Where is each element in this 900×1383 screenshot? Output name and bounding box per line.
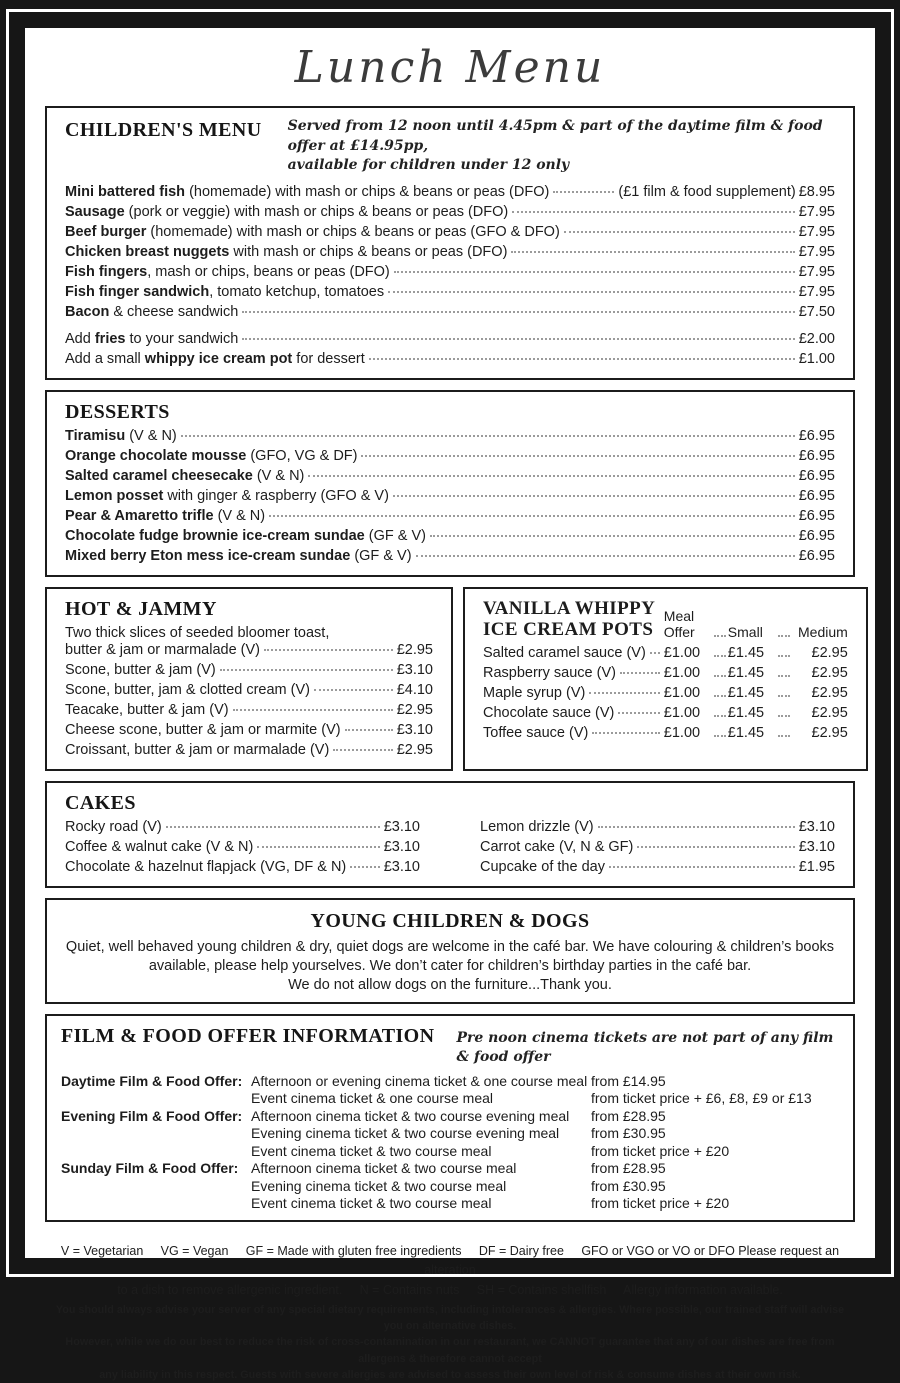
menu-item-teacake: Teacake, butter & jam (V) £2.95 [65, 701, 433, 718]
offer-description: Afternoon cinema ticket & two course evening meal [251, 1107, 570, 1124]
item-price: £3.10 [798, 838, 835, 855]
dot-leader [233, 709, 393, 711]
menu-item-beef-burger [65, 224, 835, 240]
price-meal-offer: £1.00 [663, 705, 701, 722]
menu-item-rocky-road: Rocky road (V) £3.10 [65, 818, 420, 835]
dot-leader [589, 692, 659, 694]
section-desserts [45, 390, 855, 577]
item-price: £6.95 [798, 427, 835, 444]
price-small: £1.45 [727, 685, 765, 702]
menu-item-bloomer-toast [65, 625, 433, 658]
item-price: £1.95 [798, 858, 835, 875]
whippy-column-headers [664, 598, 848, 641]
menu-item-coffee-walnut: Coffee & walnut cake (V & N) £3.10 [65, 838, 420, 855]
menu-item-lemon-posset [65, 488, 835, 504]
item-price: £3.10 [798, 818, 835, 835]
menu-item-salted-caramel-pot: Salted caramel sauce (V) £1.00 £1.45 £2.95 [483, 645, 848, 662]
policy-line-2: available, please help yourselves. We don’t cater for children’s birthday parties in the café bar. [148, 957, 752, 974]
menu-item-pear-amaretto-trifle [65, 508, 835, 524]
offer-price: from ticket price + £6, £8, £9 or £13 [591, 1090, 812, 1107]
column-small: Small [727, 624, 763, 641]
item-text: Salted caramel cheesecake (V & N) [65, 467, 305, 484]
item-price: £7.50 [798, 303, 835, 320]
item-text: Mixed berry Eton mess ice-cream sundae (GF & V) [65, 547, 412, 564]
item-text: Fish fingers, mash or chips, beans or peas (DFO) [65, 263, 390, 280]
offer-row [61, 1090, 839, 1108]
item-text: Orange chocolate mousse (GFO, VG & DF) [65, 447, 358, 464]
dot-leader [714, 655, 726, 657]
offer-description: Evening cinema ticket & two course evening meal [251, 1125, 560, 1142]
offer-price: from ticket price + £20 [591, 1195, 730, 1212]
dot-leader [416, 555, 795, 557]
dot-leader [333, 749, 392, 751]
item-text: Sausage (pork or veggie) with mash or chips & beans or peas (DFO) [65, 203, 509, 220]
menu-item-add-whippy-pot [65, 351, 835, 367]
offer-price: from £14.95 [591, 1072, 666, 1089]
menu-item-fish-fingers [65, 264, 835, 280]
item-text: Chicken breast nuggets with mash or chips & beans or peas (DFO) [65, 243, 508, 260]
menu-item-chocolate-fudge-sundae [65, 528, 835, 544]
item-price: £1.00 [798, 350, 835, 367]
offer-price: from £30.95 [591, 1125, 666, 1142]
hot-jammy-title: HOT & JAMMY [65, 597, 217, 620]
offer-label [61, 1178, 251, 1196]
dot-leader [778, 675, 790, 677]
dot-leader [553, 191, 614, 193]
dot-leader [714, 695, 726, 697]
price-medium: £2.95 [811, 645, 848, 662]
dot-leader [264, 649, 393, 651]
item-price: £2.95 [396, 701, 433, 718]
offer-description: Event cinema ticket & two course meal [251, 1195, 492, 1212]
price-small: £1.45 [727, 725, 765, 742]
dot-leader [637, 846, 794, 848]
price-medium: £2.95 [811, 705, 848, 722]
dot-leader [242, 338, 794, 340]
offer-price: from £28.95 [591, 1107, 666, 1124]
offer-label [61, 1090, 251, 1108]
price-medium: £2.95 [811, 685, 848, 702]
dot-leader [511, 251, 794, 253]
spacer [65, 324, 835, 331]
item-text: Add a small whippy ice cream pot for dessert [65, 350, 365, 367]
dot-leader [314, 689, 393, 691]
dot-leader [620, 672, 660, 674]
dot-leader [269, 515, 795, 517]
dot-leader [369, 358, 795, 360]
dot-leader [778, 655, 790, 657]
menu-item-croissant: Croissant, butter & jam or marmalade (V) £2.95 [65, 741, 433, 758]
item-text-line-1: Two thick slices of seeded bloomer toast, [65, 624, 330, 641]
dot-leader [220, 669, 393, 671]
menu-item-chocolate-pot: Chocolate sauce (V) £1.00 £1.45 £2.95 [483, 705, 848, 722]
item-text: Tiramisu (V & N) [65, 427, 177, 444]
allergen-smallprint-line-1: You should always advise your server of any special dietary requirements, including intolerances & allergies. Where possible, our trained staff will advise you on alternative dishes. [55, 1304, 845, 1333]
item-note: (£1 film & food supplement) [618, 183, 796, 200]
menu-page [25, 28, 875, 1381]
dot-leader [361, 455, 794, 457]
column-meal-offer: Meal Offer [663, 608, 695, 641]
item-price: £7.95 [798, 243, 835, 260]
menu-item-lemon-drizzle: Lemon drizzle (V) £3.10 [480, 818, 835, 835]
item-price: £7.95 [798, 223, 835, 240]
childrens-menu-subtitle [288, 117, 835, 176]
item-price: £6.95 [798, 507, 835, 524]
item-text: Fish finger sandwich, tomato ketchup, tomatoes [65, 283, 385, 300]
dot-leader [598, 826, 795, 828]
dot-leader [714, 635, 726, 637]
item-text-line-2: butter & jam or marmalade (V) £2.95 [65, 641, 433, 658]
price-meal-offer: £1.00 [663, 665, 701, 682]
menu-item-eton-mess-sundae [65, 548, 835, 564]
cakes-title: CAKES [65, 791, 136, 814]
offer-price: from £28.95 [591, 1160, 666, 1177]
item-price: £2.95 [396, 741, 433, 758]
item-price: £6.95 [798, 467, 835, 484]
item-text: Mini battered fish (homemade) with mash or chips & beans or peas (DFO) [65, 183, 550, 200]
item-price: £7.95 [798, 263, 835, 280]
dot-leader [308, 475, 794, 477]
two-column-row [45, 587, 855, 771]
desserts-title: DESSERTS [65, 400, 170, 423]
dot-leader [592, 732, 659, 734]
policy-line-1: Quiet, well behaved young children & dry, quiet dogs are welcome in the café bar. We have colouring & children’s books [65, 938, 835, 955]
item-text: Beef burger (homemade) with mash or chips & beans or peas (GFO & DFO) [65, 223, 560, 240]
subtitle-line-2: available for children under 12 only [287, 157, 570, 174]
item-price: £2.95 [396, 641, 433, 658]
item-price: £3.10 [396, 721, 433, 738]
item-price: £3.10 [383, 858, 420, 875]
price-meal-offer: £1.00 [663, 645, 701, 662]
offer-label [61, 1125, 251, 1143]
page-title: Lunch Menu [294, 41, 606, 93]
offer-label: Daytime Film & Food Offer: [61, 1072, 243, 1089]
menu-item-raspberry-pot: Raspberry sauce (V) £1.00 £1.45 £2.95 [483, 665, 848, 682]
dot-leader [512, 211, 794, 213]
allergen-legend-line-1: V = Vegetarian VG = Vegan GF = Made with gluten free ingredients DF = Dairy free GFO or VGO or VO or DFO Please request an alteration [60, 1243, 843, 1278]
menu-item-cheese-scone: Cheese scone, butter & jam or marmite (V) £3.10 [65, 721, 433, 738]
offer-label: Sunday Film & Food Offer: [61, 1160, 239, 1177]
offer-price: from ticket price + £20 [591, 1142, 730, 1159]
menu-item-add-fries [65, 331, 835, 347]
dot-leader [257, 846, 379, 848]
young-children-title: YOUNG CHILDREN & DOGS [310, 909, 590, 932]
menu-item-cupcake: Cupcake of the day £1.95 [480, 858, 835, 875]
childrens-menu-title: CHILDREN'S MENU [65, 119, 262, 141]
dot-leader [618, 712, 659, 714]
offer-price: from £30.95 [591, 1177, 666, 1194]
price-meal-offer: £1.00 [663, 685, 701, 702]
item-price: £7.95 [798, 203, 835, 220]
menu-item-sausage [65, 204, 835, 220]
menu-item-toffee-pot: Toffee sauce (V) £1.00 £1.45 £2.95 [483, 725, 848, 742]
item-price: £6.95 [798, 527, 835, 544]
dot-leader [778, 735, 790, 737]
item-price: £6.95 [798, 487, 835, 504]
offer-description: Event cinema ticket & two course meal [251, 1142, 492, 1159]
item-text: Lemon posset with ginger & raspberry (GFO & V) [65, 487, 389, 504]
item-price: £4.10 [396, 681, 433, 698]
menu-item-tiramisu [65, 428, 835, 444]
offer-description: Afternoon or evening cinema ticket & one course meal [251, 1072, 588, 1089]
dot-leader [242, 311, 794, 313]
section-hot-and-jammy [45, 587, 453, 771]
menu-item-salted-caramel-cheesecake [65, 468, 835, 484]
item-price: £8.95 [798, 183, 835, 200]
menu-item-orange-chocolate-mousse [65, 448, 835, 464]
dot-leader [778, 635, 790, 637]
film-offer-title: FILM & FOOD OFFER INFORMATION [61, 1024, 435, 1047]
dot-leader [430, 535, 795, 537]
item-price: £2.00 [798, 330, 835, 347]
offer-label [61, 1195, 251, 1213]
menu-item-bacon-sandwich [65, 304, 835, 320]
offer-row [61, 1073, 839, 1091]
allergen-legend-line-2: to a dish to remove allergenic ingredient. N = Contains nuts SH = Contains shellfish Allergy information available. [117, 1282, 783, 1297]
offer-label [61, 1143, 251, 1161]
offer-row [61, 1160, 839, 1178]
allergen-footer [45, 1232, 855, 1383]
dot-leader [166, 826, 380, 828]
item-price: £7.95 [798, 283, 835, 300]
menu-item-chicken-nuggets [65, 244, 835, 260]
menu-item-scone-clotted-cream: Scone, butter, jam & clotted cream (V) £4.10 [65, 681, 433, 698]
section-childrens-menu [45, 106, 855, 380]
item-text: Pear & Amaretto trifle (V & N) [65, 507, 266, 524]
item-price: £3.10 [383, 818, 420, 835]
item-text: Add fries to your sandwich [65, 330, 239, 347]
column-medium: Medium [798, 624, 848, 641]
offer-description: Afternoon cinema ticket & two course meal [251, 1160, 517, 1177]
dot-leader [609, 866, 795, 868]
dot-leader [345, 729, 393, 731]
price-small: £1.45 [727, 665, 765, 682]
offer-label: Evening Film & Food Offer: [61, 1107, 243, 1124]
item-price: £6.95 [798, 447, 835, 464]
section-cakes [45, 781, 855, 888]
offer-row [61, 1178, 839, 1196]
dot-leader [350, 866, 379, 868]
dot-leader [714, 715, 726, 717]
dot-leader [564, 231, 795, 233]
dot-leader [714, 675, 726, 677]
menu-item-flapjack: Chocolate & hazelnut flapjack (VG, DF & N) £3.10 [65, 858, 420, 875]
whippy-title: VANILLA WHIPPY ICE CREAM POTS [483, 597, 656, 641]
price-small: £1.45 [727, 705, 765, 722]
item-text: Bacon & cheese sandwich [65, 303, 239, 320]
offer-description: Event cinema ticket & one course meal [251, 1090, 494, 1107]
dot-leader [650, 652, 660, 654]
offer-row [61, 1143, 839, 1161]
offer-row [61, 1108, 839, 1126]
film-offer-note: Pre noon cinema tickets are not part of any film & food offer [456, 1029, 834, 1066]
cakes-right-column [480, 819, 835, 879]
policy-line-3: We do not allow dogs on the furniture...Thank you. [288, 976, 612, 993]
dot-leader [778, 715, 790, 717]
item-price: £6.95 [798, 547, 835, 564]
price-meal-offer: £1.00 [663, 725, 701, 742]
allergen-smallprint-line-2: However, while we do our best to reduce the risk of cross-contamination in our restaurant, we CANNOT guarantee that any of our dishes are free from allergens & therefore cannot accept [65, 1336, 835, 1365]
menu-item-carrot-cake: Carrot cake (V, N & GF) £3.10 [480, 838, 835, 855]
dot-leader [778, 695, 790, 697]
offer-description: Evening cinema ticket & two course meal [251, 1177, 507, 1194]
item-price: £3.10 [383, 838, 420, 855]
dot-leader [394, 271, 795, 273]
offer-row [61, 1195, 839, 1213]
price-small: £1.45 [727, 645, 765, 662]
price-medium: £2.95 [811, 665, 848, 682]
menu-item-scone-jam: Scone, butter & jam (V) £3.10 [65, 661, 433, 678]
dot-leader [388, 291, 795, 293]
dot-leader [714, 735, 726, 737]
section-film-food-offer [45, 1014, 855, 1222]
dot-leader [181, 435, 795, 437]
allergen-smallprint-line-3: any liability in this respect. Guests with severe allergies are advised to assess their own level of risk & consume dishes at their own risk. [99, 1368, 801, 1381]
offer-row [61, 1125, 839, 1143]
cakes-left-column [65, 819, 420, 879]
section-young-children-dogs [45, 898, 855, 1004]
menu-item-maple-pot: Maple syrup (V) £1.00 £1.45 £2.95 [483, 685, 848, 702]
menu-item-fish-finger-sandwich [65, 284, 835, 300]
section-whippy-ice-cream-pots [463, 587, 868, 771]
item-text: Chocolate fudge brownie ice-cream sundae (GF & V) [65, 527, 426, 544]
subtitle-line-1: Served from 12 noon until 4.45pm & part of the daytime film & food offer at £14.95pp, [287, 118, 823, 154]
item-price: £3.10 [396, 661, 433, 678]
dot-leader [393, 495, 795, 497]
price-medium: £2.95 [811, 725, 848, 742]
menu-item-mini-battered-fish [65, 184, 835, 200]
